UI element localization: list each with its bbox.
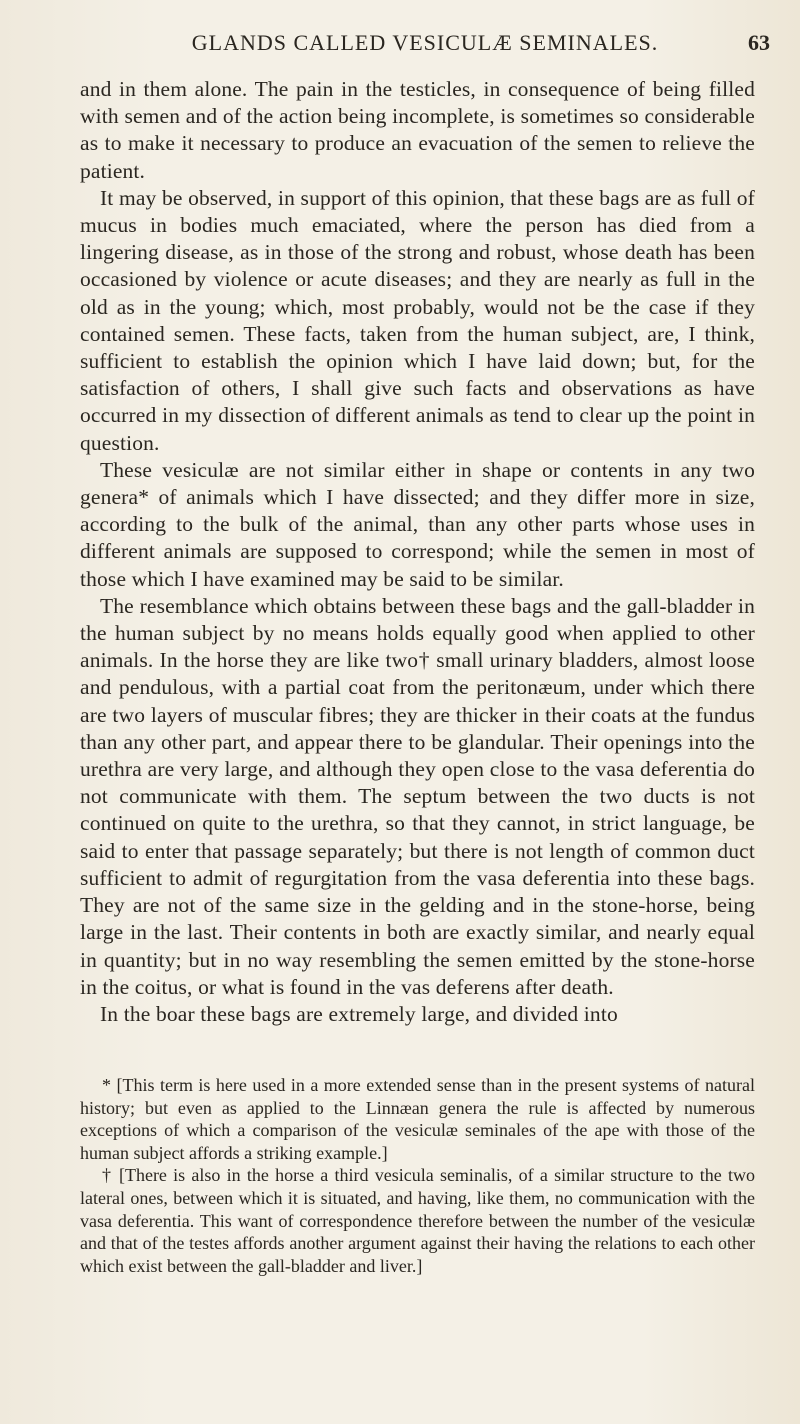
running-head: GLANDS CALLED VESICULÆ SEMINALES. — [191, 30, 659, 55]
page-header — [80, 30, 770, 70]
paragraph: These vesiculæ are not similar either in shape or contents in any two genera* of animals which I have dissected; and they differ more in size, according to the bulk of the animal, than any other parts whose uses in different animals are supposed to correspond; while the semen in most of those which I have examined may be said to be similar. — [80, 457, 755, 591]
paragraph: The resemblance which obtains between these bags and the gall-bladder in the human subject by no means holds equally good when applied to other animals. In the horse they are like two† small urinary bladders, almost loose and pendulous, with a partial coat from the peritonæum, under which there are two layers of muscular fibres; they are thicker in their coats at the fundus than any other part, and appear there to be glandular. Their openings into the urethra are very large, and although they open close to the vasa deferentia do not communicate with them. The septum between the two ducts is not continued on quite to the urethra, so that they cannot, in strict language, be said to enter that passage separately; but there is not length of common duct sufficient to admit of regurgitation from the vasa deferentia into these bags. They are not of the same size in the gelding and in the stone-horse, being large in the last. Their contents in both are exactly similar, and nearly equal in quantity; but in no way resembling the semen emitted by the stone-horse in the coitus, or what is found in the vas deferens after death. — [80, 593, 755, 999]
footnote: † [There is also in the horse a third vesicula seminalis, of a similar structure to the two lateral ones, between which it is situated, and having, like them, no communication with the vasa deferentia. This want of correspondence therefore between the number of the vesiculæ and that of the testes affords another argument against their having the relations to each other which exist between the gall-bladder and liver.] — [80, 1165, 755, 1276]
body-text — [80, 76, 755, 1028]
footnotes — [80, 1074, 755, 1277]
paragraph: and in them alone. The pain in the testicles, in consequence of being filled with semen and of the action being incomplete, is sometimes so considerable as to make it necessary to produce an evacuation of the semen to relieve the patient. — [80, 77, 755, 183]
page-number: 63 — [748, 30, 770, 55]
paragraph: It may be observed, in support of this opinion, that these bags are as full of mucus in bodies much emaciated, where the person has died from a lingering disease, as in those of the strong and robust, whose death has been occasioned by violence or acute diseases; and they are nearly as full in the old as in the young; which, most probably, would not be the case if they contained semen. These facts, taken from the human subject, are, I think, sufficient to establish the opinion which I have laid down; but, for the satisfaction of others, I shall give such facts and observations as have occurred in my dissection of different animals as tend to clear up the point in question. — [80, 185, 755, 455]
paragraph: In the boar these bags are extremely large, and divided into — [100, 1001, 618, 1026]
footnote: * [This term is here used in a more extended sense than in the present systems of natural history; but even as applied to the Linnæan genera the rule is affected by numerous exceptions of which a comparison of the vesiculæ seminales of the ape with those of the human subject affords a striking example.] — [80, 1075, 755, 1163]
